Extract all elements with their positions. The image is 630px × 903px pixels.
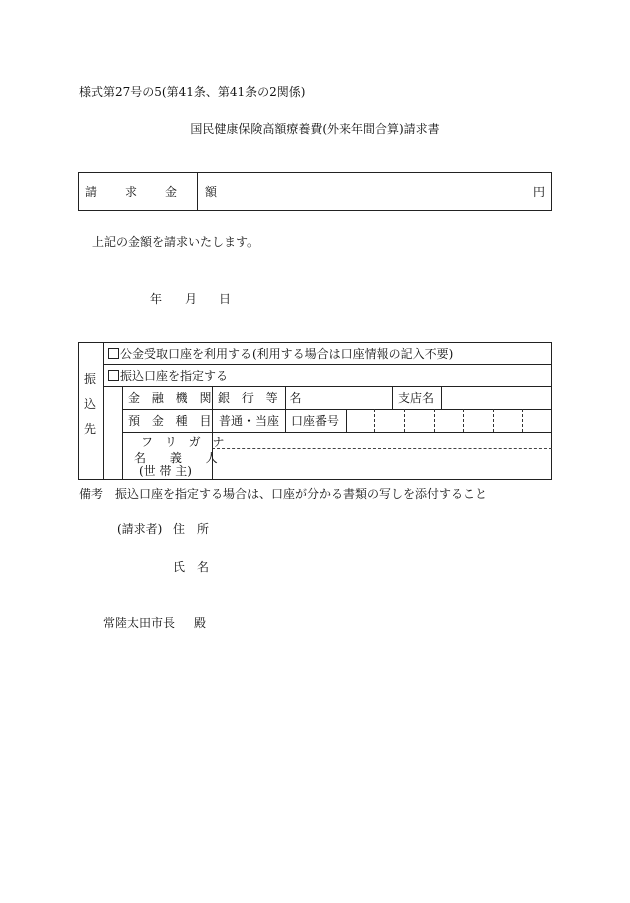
addressee-honorific: 殿: [194, 616, 207, 630]
furigana-label: フ リ ガ ナ: [141, 435, 229, 449]
transfer-side-label-1: 振: [84, 372, 97, 386]
form-number: 様式第27号の5(第41条、第41条の2関係): [79, 85, 306, 99]
option-specify-account-label: 振込口座を指定する: [120, 369, 229, 383]
note-text: 振込口座を指定する場合は、口座が分かる書類の写しを添付すること: [115, 487, 488, 501]
deposit-type-label: 預 金 種 目: [128, 414, 216, 428]
amount-unit: 円: [533, 185, 546, 199]
option-public-account-label: 公金受取口座を利用する(利用する場合は口座情報の記入不要): [120, 347, 454, 361]
checkbox-icon[interactable]: [108, 370, 119, 381]
note-label: 備考: [79, 487, 104, 501]
checkbox-icon[interactable]: [108, 348, 119, 359]
bank-label: 金 融 機 関: [128, 391, 216, 405]
deposit-type-value[interactable]: 普通・当座: [219, 414, 280, 428]
transfer-side-label-3: 先: [84, 422, 97, 436]
name-label: 氏 名: [173, 560, 210, 574]
request-statement: 上記の金額を請求いたします。: [92, 235, 260, 249]
transfer-side-label-2: 込: [84, 397, 97, 411]
option-specify-account[interactable]: [108, 369, 228, 383]
date-day: 日: [219, 292, 232, 306]
addressee-name: 常陸太田市長: [103, 616, 176, 630]
address-label: 住 所: [173, 522, 210, 536]
holder-label: 名 義 人: [134, 451, 228, 465]
date-year: 年: [150, 292, 163, 306]
requester-role: (請求者): [117, 522, 163, 536]
date-month: 月: [185, 292, 198, 306]
note: [79, 485, 487, 502]
branch-label: 支店名: [398, 391, 435, 405]
amount-label: 請 求 金 額: [85, 185, 226, 199]
option-public-account[interactable]: [108, 347, 453, 361]
bank-type-label: 銀 行 等 名: [218, 391, 306, 405]
account-number-label: 口座番号: [291, 414, 340, 428]
holder-sub-label: (世 帯 主): [139, 464, 192, 478]
document-title: 国民健康保険高額療養費(外来年間合算)請求書: [190, 122, 440, 136]
